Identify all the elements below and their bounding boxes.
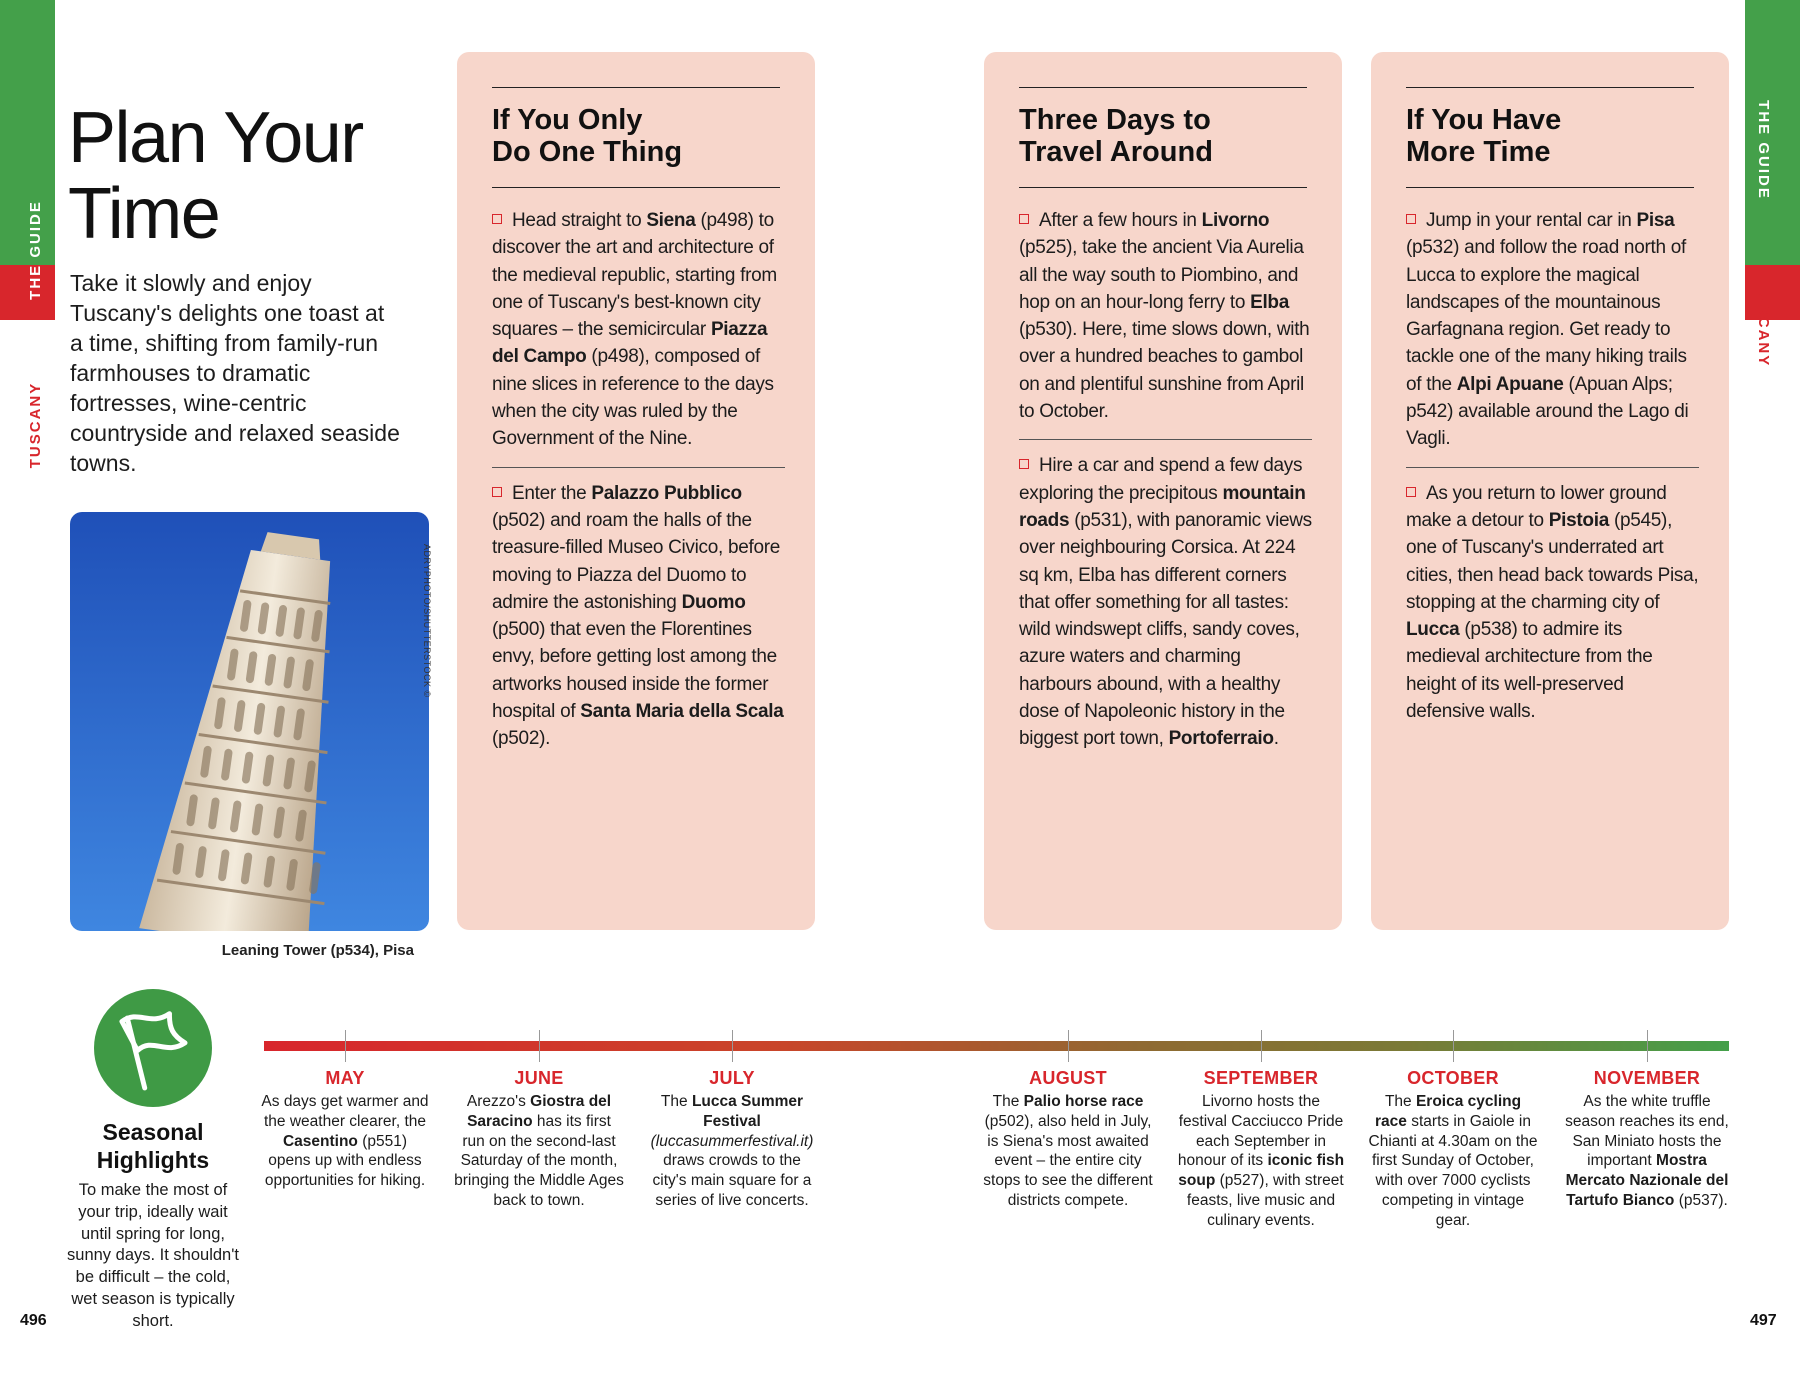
right-tab-guide-label: THE GUIDE bbox=[1755, 100, 1772, 200]
month-text: The Lucca Summer Festival (luccasummerfestival.it) draws crowds to the city's main square for a series of live concerts. bbox=[650, 1093, 814, 1209]
card-more-time bbox=[1371, 52, 1729, 930]
card-divider bbox=[1406, 467, 1699, 468]
card-rule-top bbox=[1019, 87, 1307, 88]
card-rule-mid bbox=[1019, 187, 1307, 188]
bullet-icon bbox=[492, 487, 502, 497]
timeline-tick bbox=[732, 1030, 733, 1062]
page-title-line1: Plan Your bbox=[68, 98, 363, 178]
month-may bbox=[260, 1066, 430, 1191]
flag-icon bbox=[94, 989, 212, 1107]
left-tab-region-label: TUSCANY bbox=[27, 381, 44, 469]
bullet-icon bbox=[1406, 487, 1416, 497]
month-name: MAY bbox=[325, 1068, 365, 1088]
timeline-tick bbox=[1647, 1030, 1648, 1062]
timeline-tick bbox=[1453, 1030, 1454, 1062]
left-tab-guide-label: THE GUIDE bbox=[27, 200, 44, 300]
month-name: OCTOBER bbox=[1407, 1068, 1499, 1088]
month-text: As the white truffle season reaches its end, San Miniato hosts the important Mostra Mercato Nazionale del Tartufo Bianco (p537). bbox=[1565, 1093, 1729, 1209]
card-rule-mid bbox=[1406, 187, 1694, 188]
leaning-tower-photo bbox=[70, 512, 429, 931]
month-august bbox=[983, 1066, 1153, 1211]
page-number-left: 496 bbox=[20, 1312, 47, 1329]
month-name: JUNE bbox=[514, 1068, 564, 1088]
month-name: AUGUST bbox=[1029, 1068, 1107, 1088]
bullet-icon bbox=[1019, 214, 1029, 224]
card-rule-mid bbox=[492, 187, 780, 188]
card-body bbox=[492, 207, 785, 753]
intro-text: Take it slowly and enjoy Tuscany's delights one toast at a time, shifting from family-run farmhouses to dramatic fortresses, wine-centric countryside and relaxed seaside towns. bbox=[70, 270, 400, 476]
card-title: If You Have More Time bbox=[1406, 104, 1562, 168]
card-body bbox=[1019, 207, 1312, 753]
month-text: The Palio horse race (p502), also held in July, is Siena's most awaited event – the entire city stops to see the different districts compete. bbox=[983, 1093, 1153, 1209]
card-rule-top bbox=[1406, 87, 1694, 88]
month-text: As days get warmer and the weather clearer, the Casentino (p551) opens up with endless opportunities for hiking. bbox=[261, 1093, 429, 1190]
month-text: The Eroica cycling race starts in Gaiole in Chianti at 4.30am on the first Sunday of October, with over 7000 cyclists competing in vintage gear. bbox=[1368, 1093, 1538, 1229]
month-text: Arezzo's Giostra del Saracino has its first run on the second-last Saturday of the month, bringing the Middle Ages back to town. bbox=[454, 1093, 624, 1209]
right-tab-region-label: TUSCANY bbox=[1755, 280, 1772, 368]
bullet-icon bbox=[492, 214, 502, 224]
page-number-right: 497 bbox=[1750, 1312, 1777, 1329]
page-title bbox=[68, 100, 388, 252]
card-divider bbox=[1019, 439, 1312, 440]
bullet-icon bbox=[1406, 214, 1416, 224]
photo-caption: Leaning Tower (p534), Pisa bbox=[221, 942, 414, 959]
month-july bbox=[647, 1066, 817, 1211]
season-timeline-bar bbox=[264, 1041, 1729, 1051]
card-rule-top bbox=[492, 87, 780, 88]
month-september bbox=[1176, 1066, 1346, 1231]
month-text: Livorno hosts the festival Cacciucco Pride each September in honour of its iconic fish soup (p527), with street feasts, live music and culinary events. bbox=[1177, 1093, 1345, 1229]
leaning-tower-illustration bbox=[70, 512, 429, 931]
bullet-icon bbox=[1019, 459, 1029, 469]
card-title: If You Only Do One Thing bbox=[492, 104, 683, 168]
seasonal-text: To make the most of your trip, ideally wait until spring for long, sunny days. It shouldn't be difficult – the cold, wet season is typically short. bbox=[67, 1181, 239, 1330]
seasonal-title: Seasonal Highlights bbox=[96, 1119, 210, 1173]
card-item: Head straight to Siena (p498) to discover the art and architecture of the medieval republic, starting from one of Tuscany's best-known city squares – the semicircular Piazza del Campo (p498), composed of nine slices in reference to the days when the city was ruled by the Government of the Nine. bbox=[492, 210, 777, 450]
timeline-tick bbox=[345, 1030, 346, 1062]
card-one-thing bbox=[457, 52, 815, 930]
month-name: JULY bbox=[709, 1068, 755, 1088]
month-november bbox=[1562, 1066, 1732, 1211]
timeline-tick bbox=[1261, 1030, 1262, 1062]
month-october bbox=[1368, 1066, 1538, 1231]
month-june bbox=[454, 1066, 624, 1211]
card-item: After a few hours in Livorno (p525), take the ancient Via Aurelia all the way south to Piombino, and hop on an hour-long ferry to Elba (p530). Here, time slows down, with over a hundred beaches to gambol on and plentiful sunshine from April to October. bbox=[1019, 210, 1310, 423]
photo-credit: ADRYPHOTO/SHUTTERSTOCK © bbox=[422, 544, 432, 698]
card-body bbox=[1406, 207, 1699, 725]
card-three-days bbox=[984, 52, 1342, 930]
card-item: Enter the Palazzo Pubblico (p502) and roam the halls of the treasure-filled Museo Civico, before moving to Piazza del Duomo to admire the astonishing Duomo (p500) that even the Florentines envy, before getting lost among the artworks housed inside the former hospital of Santa Maria della Scala (p502). bbox=[492, 482, 784, 750]
month-name: SEPTEMBER bbox=[1203, 1068, 1319, 1088]
timeline-tick bbox=[1068, 1030, 1069, 1062]
card-item: Jump in your rental car in Pisa (p532) and follow the road north of Lucca to explore the magical landscapes of the mountainous Garfagnana region. Get ready to tackle one of the many hiking trails of the Alpi Apuane (Apuan Alps; p542) available around the Lago di Vagli. bbox=[1406, 210, 1689, 450]
month-name: NOVEMBER bbox=[1593, 1068, 1701, 1088]
card-item: Hire a car and spend a few days exploring the precipitous mountain roads (p531), with panoramic views over neighbouring Corsica. At 224 sq km, Elba has different corners that offer something for all tastes: wild windswept cliffs, sandy coves, azure waters and charming harbours abound, with a healthy dose of Napoleonic history in the biggest port town, Portoferraio. bbox=[1019, 455, 1312, 750]
card-item: As you return to lower ground make a detour to Pistoia (p545), one of Tuscany's underrated art cities, then head back towards Pisa, stopping at the charming city of Lucca (p538) to admire its medieval architecture from the height of its well-preserved defensive walls. bbox=[1406, 482, 1699, 723]
card-divider bbox=[492, 467, 785, 468]
timeline-tick bbox=[539, 1030, 540, 1062]
card-title: Three Days to Travel Around bbox=[1019, 104, 1213, 168]
page-title-line2: Time bbox=[68, 174, 220, 254]
